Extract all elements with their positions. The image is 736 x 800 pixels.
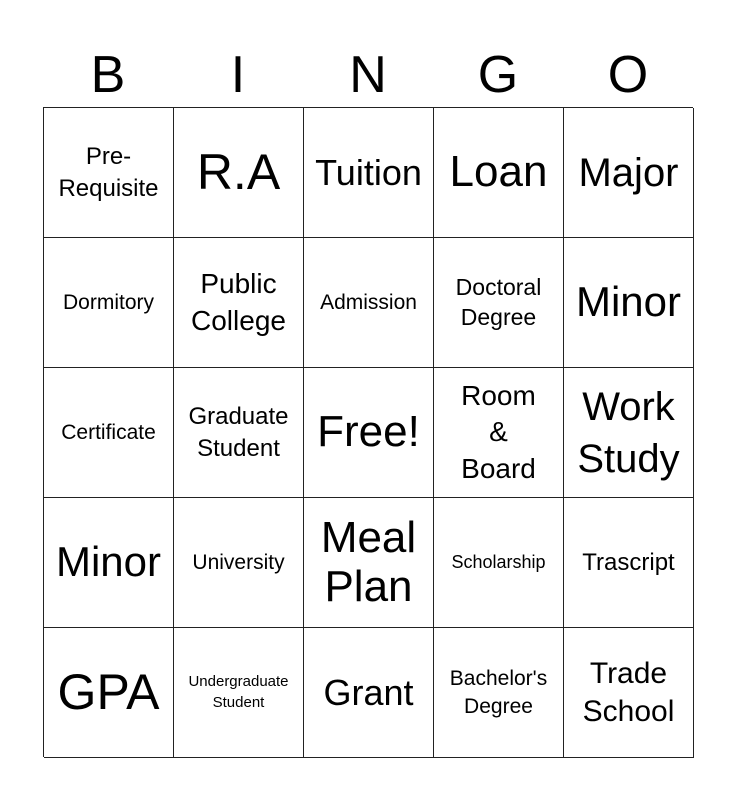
cell-label: Doctoral Degree — [455, 273, 542, 330]
header-letter-g: G — [477, 46, 519, 104]
cell-label: Meal Plan — [320, 513, 417, 611]
bingo-cell[interactable] — [44, 498, 174, 628]
cell-label: Scholarship — [451, 551, 546, 572]
cell-label: Certificate — [61, 420, 156, 444]
bingo-cell[interactable] — [564, 628, 694, 758]
cell-label: Loan — [449, 147, 548, 197]
cell-label: Grant — [323, 671, 414, 713]
bingo-cell[interactable] — [564, 498, 694, 628]
bingo-cell[interactable] — [44, 628, 174, 758]
cell-label: Trascript — [582, 548, 675, 576]
cell-label: Dormitory — [62, 290, 154, 314]
bingo-cell[interactable] — [304, 368, 434, 498]
bingo-header — [43, 44, 693, 106]
cell-label: Major — [578, 150, 679, 195]
bingo-cell[interactable] — [174, 628, 304, 758]
bingo-cell[interactable] — [174, 108, 304, 238]
bingo-cell[interactable] — [434, 368, 564, 498]
bingo-cell[interactable] — [44, 238, 174, 368]
cell-label: Public College — [191, 268, 286, 336]
bingo-cell[interactable] — [174, 238, 304, 368]
bingo-cell[interactable] — [174, 368, 304, 498]
cell-label: Work Study — [577, 384, 680, 481]
header-letter-b: B — [90, 46, 126, 104]
cell-label: GPA — [57, 664, 160, 720]
bingo-cell[interactable] — [304, 108, 434, 238]
cell-label: University — [192, 550, 285, 574]
bingo-cell[interactable] — [44, 108, 174, 238]
cell-label: Trade School — [582, 657, 675, 728]
bingo-cell[interactable] — [304, 498, 434, 628]
bingo-cell[interactable] — [564, 108, 694, 238]
bingo-cell[interactable] — [174, 498, 304, 628]
cell-label: Tuition — [315, 151, 422, 193]
bingo-card-grid — [43, 107, 693, 757]
cell-label: Pre- Requisite — [58, 143, 159, 202]
cell-label: Minor — [55, 538, 162, 586]
cell-label: Bachelor's Degree — [449, 667, 548, 718]
bingo-cell[interactable] — [434, 238, 564, 368]
bingo-cell[interactable] — [304, 628, 434, 758]
bingo-cell[interactable] — [434, 108, 564, 238]
cell-label: Minor — [575, 278, 682, 326]
cell-label: Free! — [317, 407, 420, 457]
header-letter-i: I — [230, 46, 246, 104]
cell-label: Graduate Student — [188, 403, 289, 462]
cell-label: R.A — [196, 144, 281, 200]
bingo-cell[interactable] — [304, 238, 434, 368]
header-letter-o: O — [607, 46, 649, 104]
bingo-cell[interactable] — [434, 628, 564, 758]
cell-label: Undergraduate Student — [188, 673, 289, 711]
bingo-cell[interactable] — [564, 238, 694, 368]
bingo-cell[interactable] — [564, 368, 694, 498]
header-letter-n: N — [349, 46, 387, 104]
bingo-cell[interactable] — [434, 498, 564, 628]
bingo-cell[interactable] — [44, 368, 174, 498]
cell-label: Admission — [320, 290, 417, 314]
cell-label: Room & Board — [461, 379, 536, 484]
